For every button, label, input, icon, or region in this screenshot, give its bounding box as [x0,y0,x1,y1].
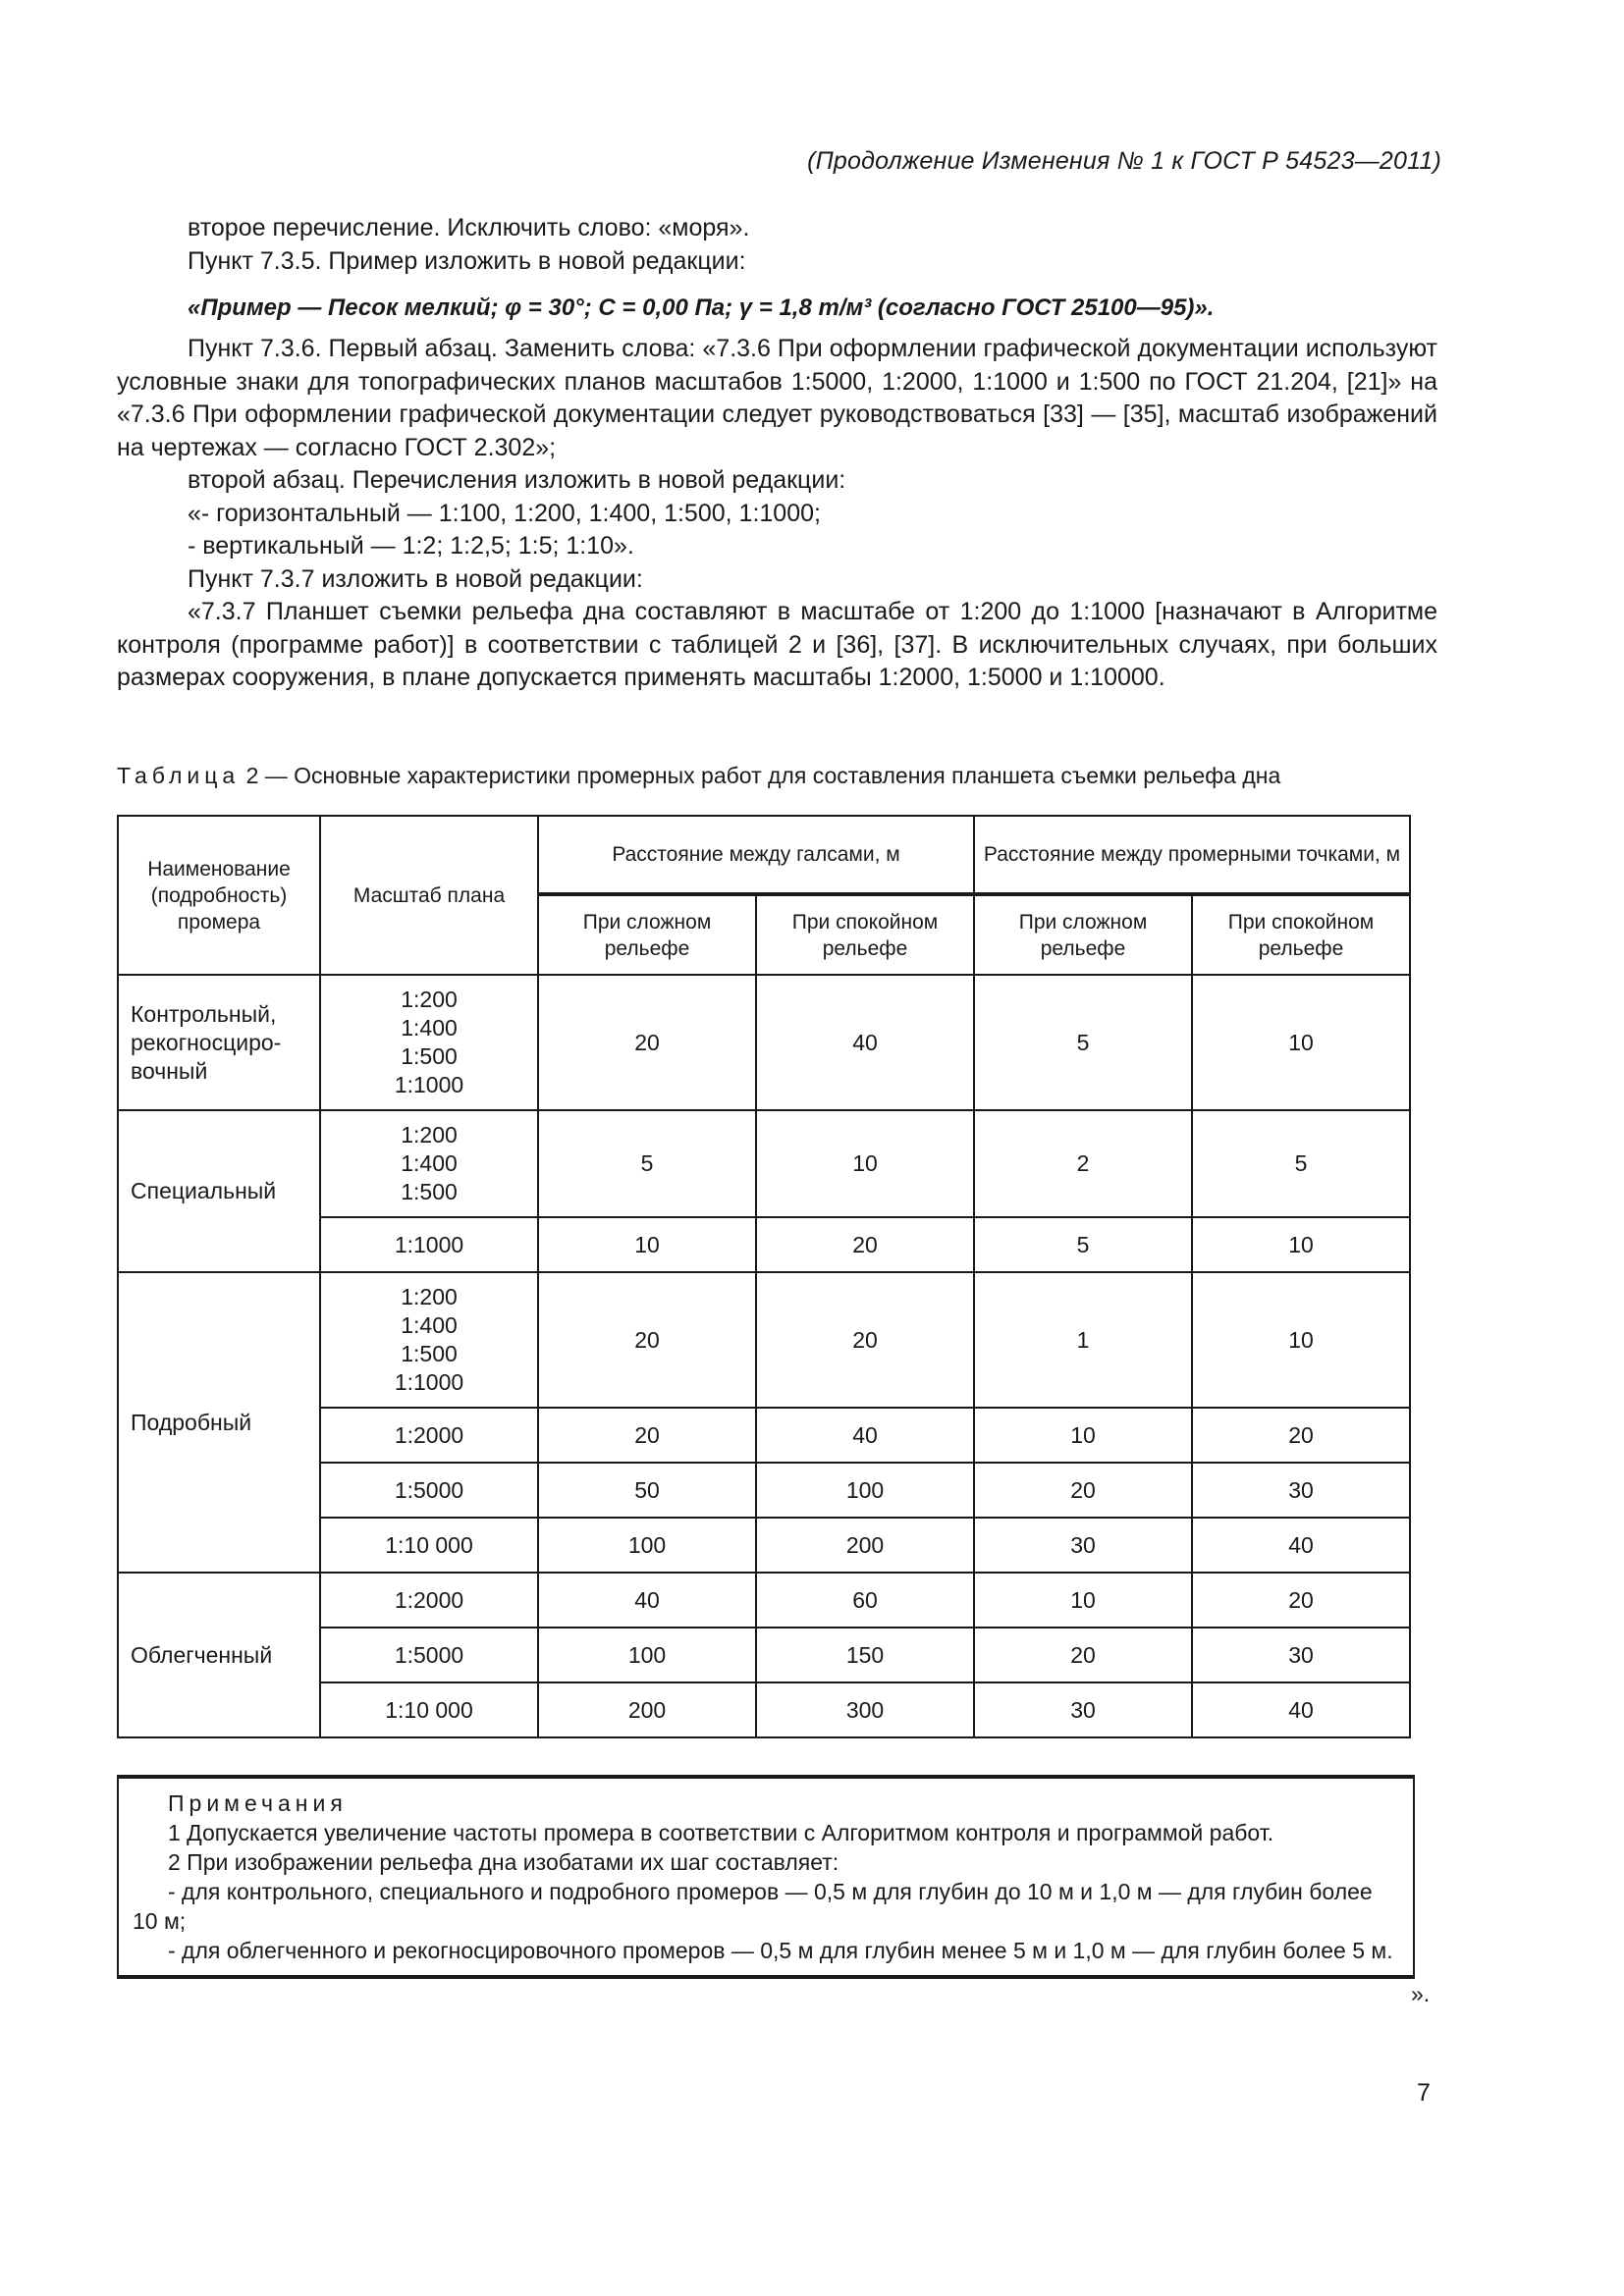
scale-cell [320,1682,538,1737]
value-cell: 10 [756,1110,974,1217]
survey-type-cell: Облегченный [118,1573,320,1737]
value-cell: 20 [538,975,756,1110]
value-cell: 10 [538,1217,756,1272]
value-cell: 200 [756,1518,974,1573]
note-item: - для контрольного, специального и подробного промеров — 0,5 м для глубин до 10 м и 1,0 м — для глубин более 10 м; [133,1879,1373,1934]
scale-value: 1:500 [401,1341,458,1366]
value-cell: 100 [538,1518,756,1573]
scale-cell [320,1408,538,1463]
survey-characteristics-table [117,815,1411,1738]
scale-value: 1:1000 [394,1369,464,1395]
scale-value: 1:1000 [394,1072,464,1097]
scale-value: 1:2000 [394,1586,464,1613]
intro-text [117,212,1437,325]
value-cell: 30 [1192,1628,1410,1682]
scale-value: 1:10 000 [385,1531,473,1558]
scale-value: 1:5000 [394,1476,464,1503]
paragraph: второй абзац. Перечисления изложить в новой редакции: [188,466,846,494]
scale-cell [320,1463,538,1518]
scale-value: 1:200 [401,1284,458,1309]
value-cell: 40 [1192,1682,1410,1737]
header-name: Наименование (подробность) промера [118,816,320,975]
paragraph: Пункт 7.3.6. Первый абзац. Заменить слова: «7.3.6 При оформлении графической документации используют условные знаки для топографических планов масштабов 1:5000, 1:2000, 1:1000 и 1:500 по ГОСТ 21.204, [21]» на «7.3.6 При оформлении графической документации следует руководствоваться [33] — [35], масштаб изображений на чертежах — согласно ГОСТ 2.302»; [117,335,1437,461]
scale-value: 1:10 000 [385,1696,473,1723]
value-cell: 20 [756,1217,974,1272]
survey-type-cell: Подробный [118,1272,320,1573]
value-cell: 100 [756,1463,974,1518]
header-complex-relief: При сложном рельефе [974,894,1192,975]
value-cell: 2 [974,1110,1192,1217]
value-cell: 40 [756,975,974,1110]
value-cell: 150 [756,1628,974,1682]
table-caption-text: 2 — Основные характеристики промерных работ для составления планшета съемки рельефа дна [240,763,1281,788]
scale-value: 1:400 [401,1150,458,1176]
header-scale: Масштаб плана [320,816,538,975]
note-item: 2 При изображении рельефа дна изобатами их шаг составляет: [168,1849,839,1875]
value-cell: 20 [538,1272,756,1408]
value-cell: 20 [1192,1573,1410,1628]
running-header: (Продолжение Изменения № 1 к ГОСТ Р 54523—2011) [807,147,1441,175]
scale-value: 1:500 [401,1043,458,1069]
paragraph: Пункт 7.3.7 изложить в новой редакции: [188,564,643,593]
scale-value: 1:200 [401,987,458,1012]
scale-cell [320,1217,538,1272]
value-cell: 100 [538,1628,756,1682]
value-cell: 5 [538,1110,756,1217]
value-cell: 10 [974,1408,1192,1463]
value-cell: 5 [1192,1110,1410,1217]
value-cell: 40 [1192,1518,1410,1573]
scale-value: 1:500 [401,1179,458,1204]
scale-cell [320,1272,538,1408]
note-item: 1 Допускается увеличение частоты промера в соответствии с Алгоритмом контроля и программой работ. [168,1820,1274,1845]
scale-cell [320,1573,538,1628]
value-cell: 1 [974,1272,1192,1408]
list-item: «- горизонтальный — 1:100, 1:200, 1:400, 1:500, 1:1000; [188,499,821,527]
scale-value: 1:5000 [394,1641,464,1668]
table-row [118,1110,1410,1217]
value-cell: 30 [1192,1463,1410,1518]
scale-value: 1:400 [401,1015,458,1041]
table-row [118,975,1410,1110]
table-caption-label: Таблица [117,763,241,788]
value-cell: 30 [974,1518,1192,1573]
paragraph: второе перечисление. Исключить слово: «моря». [188,214,750,241]
paragraph: Пункт 7.3.5. Пример изложить в новой редакции: [188,246,746,275]
main-text [117,333,1437,695]
page-number: 7 [1417,2079,1431,2107]
value-cell: 300 [756,1682,974,1737]
value-cell: 40 [538,1573,756,1628]
scale-cell [320,1628,538,1682]
value-cell: 20 [756,1272,974,1408]
table-notes [117,1775,1415,1979]
notes-title: Примечания [168,1790,348,1816]
survey-type-cell: Контрольный, рекогносциро-вочный [118,975,320,1110]
table-row [118,1272,1410,1408]
survey-type-cell: Специальный [118,1110,320,1272]
value-cell: 20 [1192,1408,1410,1463]
header-group-tacks: Расстояние между галсами, м [538,816,974,894]
header-complex-relief: При сложном рельефе [538,894,756,975]
value-cell: 200 [538,1682,756,1737]
scale-value: 1:1000 [394,1231,464,1257]
table-row [118,1573,1410,1628]
example-text: «Пример — Песок мелкий; φ = 30°; С = 0,00 Па; γ = 1,8 т/м³ (согласно ГОСТ 25100—95)». [188,294,1215,321]
value-cell: 50 [538,1463,756,1518]
value-cell: 40 [756,1408,974,1463]
note-item: - для облегченного и рекогносцировочного промеров — 0,5 м для глубин менее 5 м и 1,0 м — для глубин более 5 м. [168,1938,1393,1963]
header-group-points: Расстояние между промерными точками, м [974,816,1410,894]
value-cell: 60 [756,1573,974,1628]
value-cell: 5 [974,975,1192,1110]
scale-cell [320,1110,538,1217]
scale-value: 1:400 [401,1312,458,1338]
scale-cell [320,975,538,1110]
value-cell: 10 [1192,1217,1410,1272]
value-cell: 20 [974,1463,1192,1518]
value-cell: 10 [1192,975,1410,1110]
scale-cell [320,1518,538,1573]
value-cell: 10 [974,1573,1192,1628]
list-item: - вертикальный — 1:2; 1:2,5; 1:5; 1:10». [188,532,634,560]
paragraph: «7.3.7 Планшет съемки рельефа дна составляют в масштабе от 1:200 до 1:1000 [назначают в Алгоритме контроля (программе работ)] в соответствии с таблицей 2 и [36], [37]. В исключительных случаях, при больших размерах сооружения, в плане допускается применять масштабы 1:2000, 1:5000 и 1:10000. [117,598,1437,691]
table-caption [117,763,1280,789]
value-cell: 10 [1192,1272,1410,1408]
value-cell: 5 [974,1217,1192,1272]
header-calm-relief: При спокойном рельефе [1192,894,1410,975]
scale-value: 1:200 [401,1122,458,1148]
scale-value: 1:2000 [394,1421,464,1448]
header-calm-relief: При спокойном рельефе [756,894,974,975]
value-cell: 20 [538,1408,756,1463]
value-cell: 20 [974,1628,1192,1682]
value-cell: 30 [974,1682,1192,1737]
closing-quote: ». [1411,1981,1431,2006]
